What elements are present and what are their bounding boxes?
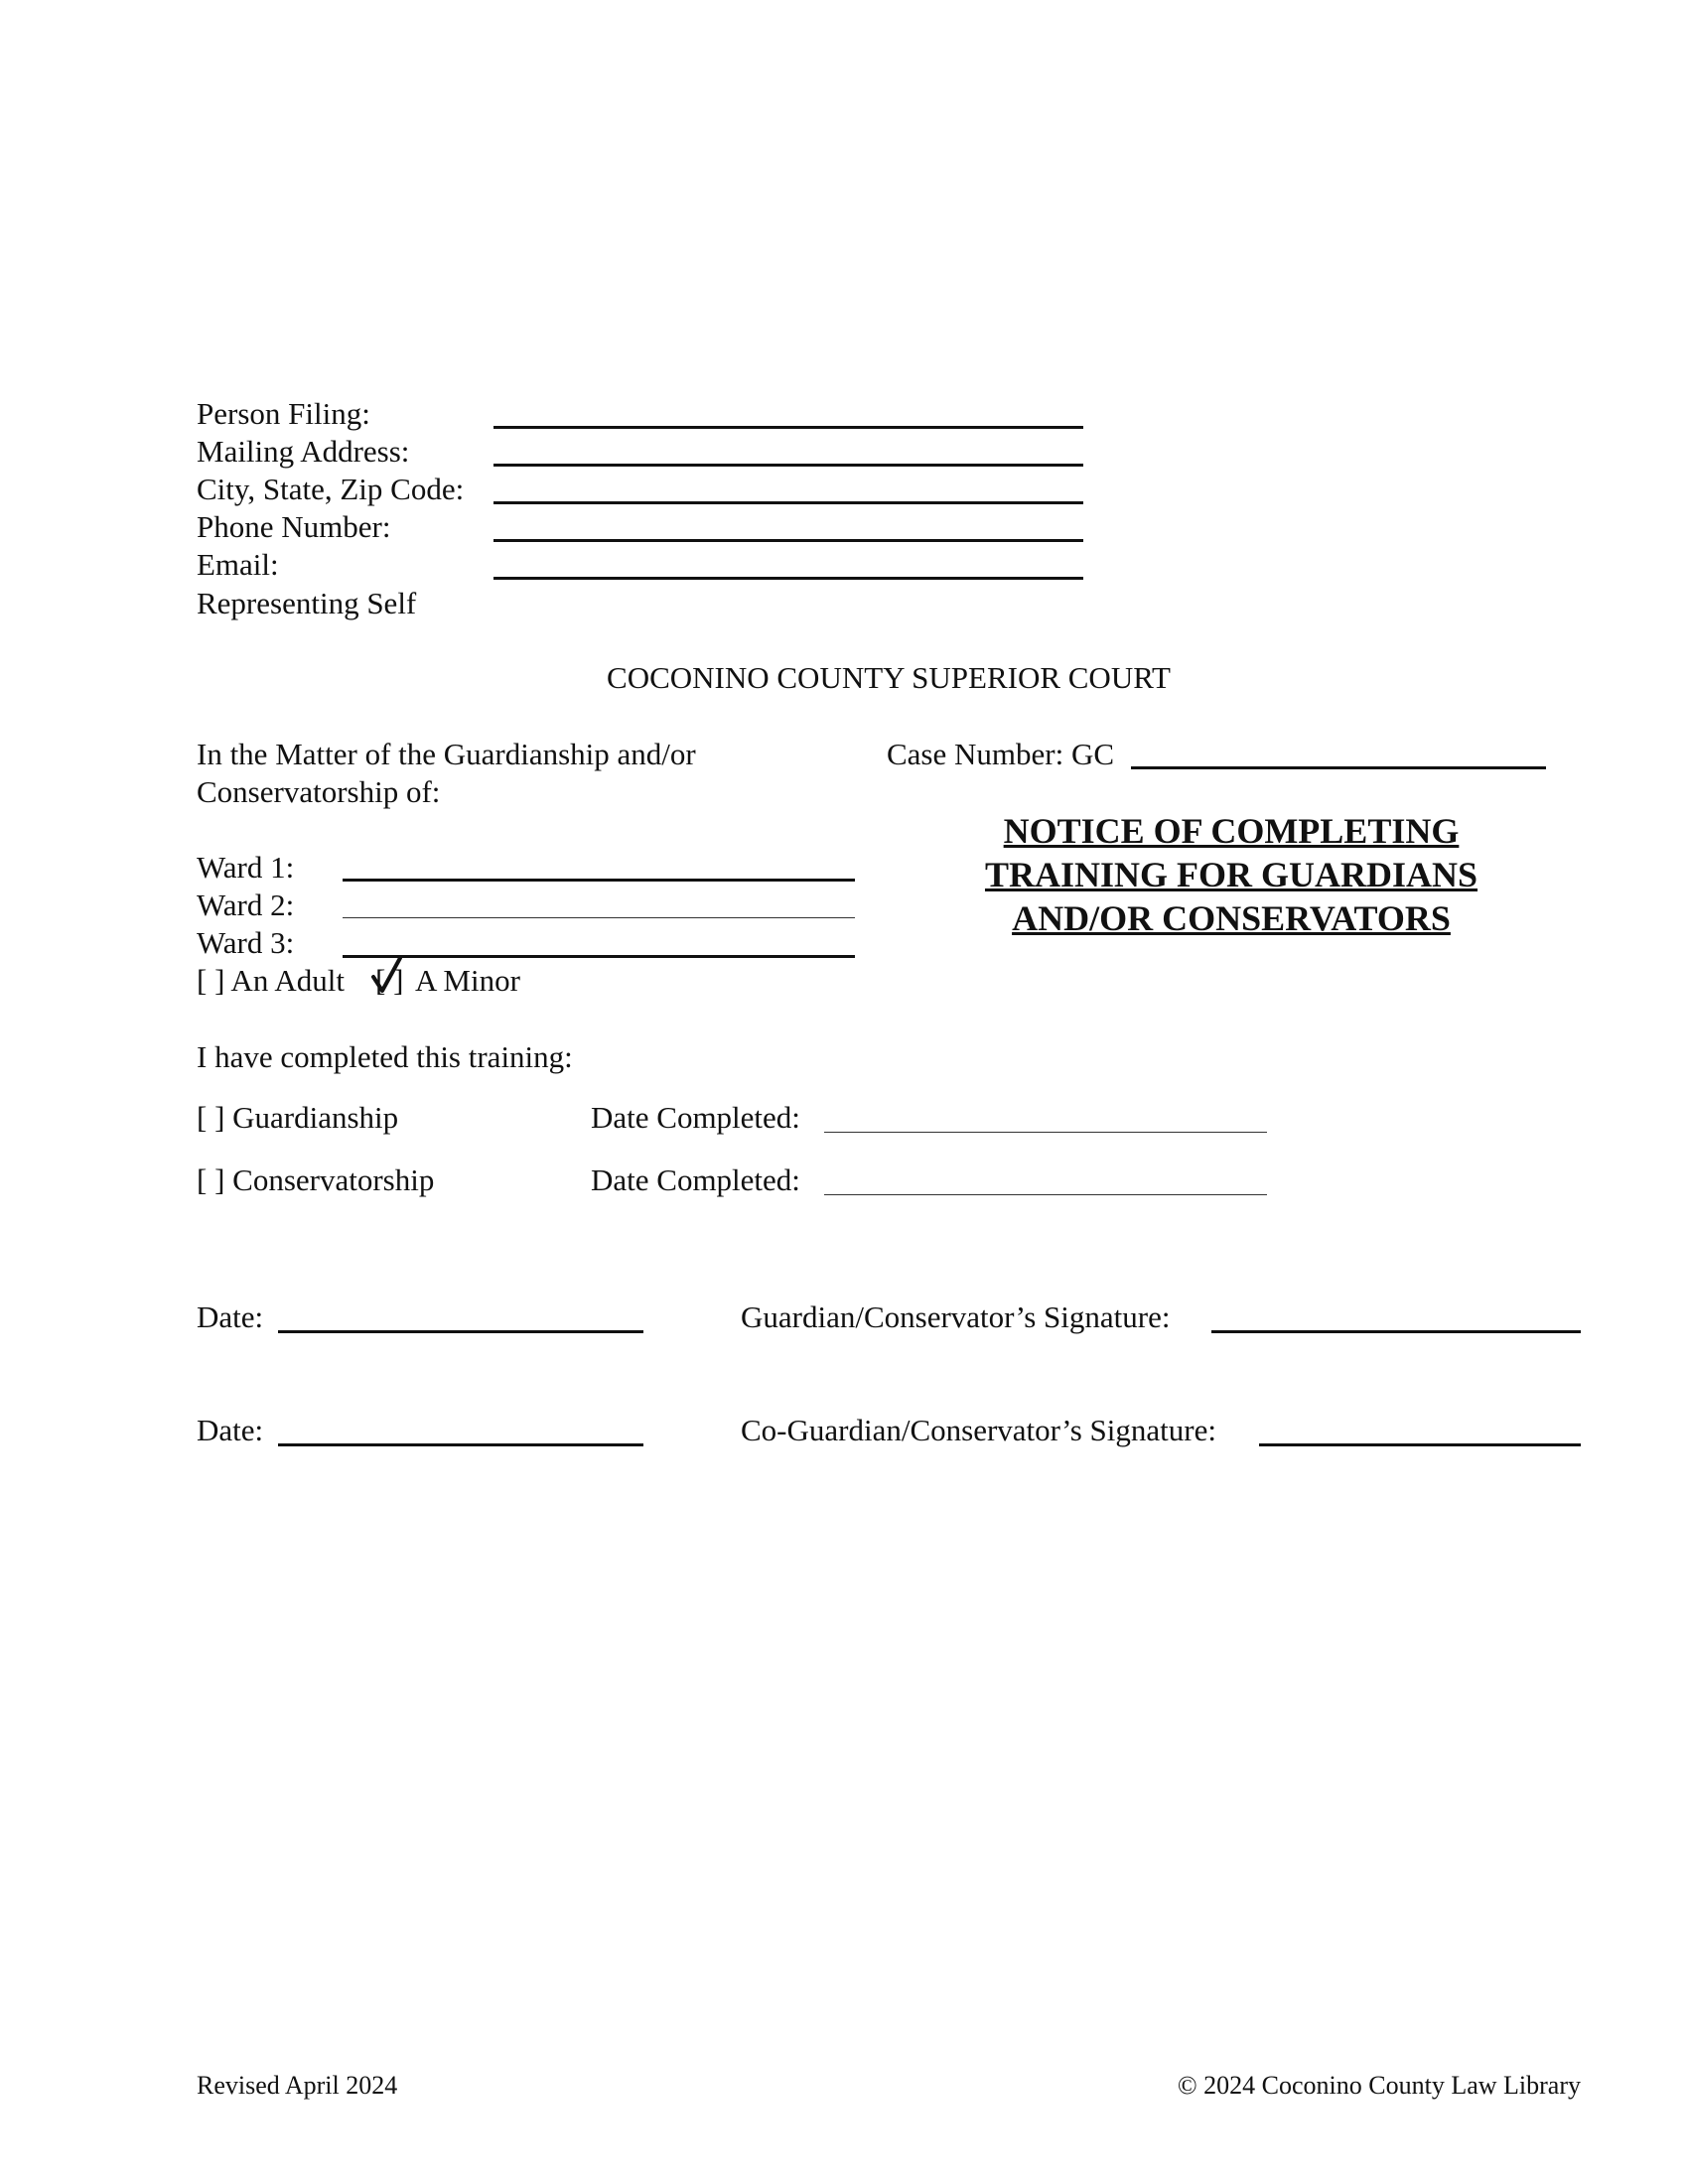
phone-number-label: Phone Number: [197, 509, 391, 544]
guardianship-option[interactable]: [ ] Guardianship [197, 1100, 399, 1135]
case-number-label: Case Number: GC [887, 737, 1115, 771]
person-filing-field[interactable] [493, 426, 1083, 429]
guardianship-date-field[interactable] [824, 1132, 1267, 1133]
mailing-address-field[interactable] [493, 464, 1083, 467]
case-number-field[interactable] [1131, 766, 1546, 769]
co-guardian-signature-label: Co-Guardian/Conservator’s Signature: [741, 1413, 1216, 1447]
representing-self-text: Representing Self [197, 586, 417, 620]
ward-2-field[interactable] [343, 917, 855, 918]
checkmark-icon [370, 955, 404, 998]
conservatorship-date-field[interactable] [824, 1194, 1267, 1195]
mailing-address-label: Mailing Address: [197, 434, 410, 469]
date-label-1: Date: [197, 1299, 264, 1334]
ward-1-field[interactable] [343, 879, 855, 882]
ward-1-label: Ward 1: [197, 850, 295, 885]
ward-2-label: Ward 2: [197, 887, 295, 922]
city-state-zip-field[interactable] [493, 501, 1083, 504]
ward-3-field[interactable] [343, 955, 855, 958]
title-line-3: AND/OR CONSERVATORS [1012, 898, 1451, 938]
adult-option[interactable]: [ ] An Adult [197, 963, 345, 998]
conservatorship-date-label: Date Completed: [591, 1162, 800, 1197]
revised-date: Revised April 2024 [197, 2071, 398, 2100]
conservatorship-option[interactable]: [ ] Conservatorship [197, 1162, 435, 1197]
guardianship-date-label: Date Completed: [591, 1100, 800, 1135]
matter-line-2: Conservatorship of: [197, 774, 441, 809]
minor-option: A Minor [415, 963, 520, 998]
minor-checkbox[interactable]: [ ] [375, 963, 404, 998]
phone-number-field[interactable] [493, 539, 1083, 542]
person-filing-label: Person Filing: [197, 396, 370, 431]
guardian-signature-label: Guardian/Conservator’s Signature: [741, 1299, 1171, 1334]
matter-line-1: In the Matter of the Guardianship and/or [197, 737, 696, 771]
title-line-1: NOTICE OF COMPLETING [1003, 811, 1460, 851]
city-state-zip-label: City, State, Zip Code: [197, 472, 465, 506]
guardian-signature-field[interactable] [1211, 1330, 1581, 1333]
date-field-1[interactable] [278, 1330, 643, 1333]
email-label: Email: [197, 547, 279, 582]
ward-3-label: Ward 3: [197, 925, 295, 960]
copyright-notice: © 2024 Coconino County Law Library [1177, 2071, 1581, 2100]
co-guardian-signature-field[interactable] [1259, 1443, 1581, 1446]
training-intro: I have completed this training: [197, 1039, 573, 1074]
date-label-2: Date: [197, 1413, 264, 1447]
title-line-2: TRAINING FOR GUARDIANS [984, 855, 1478, 894]
date-field-2[interactable] [278, 1443, 643, 1446]
court-name: COCONINO COUNTY SUPERIOR COURT [607, 660, 1171, 695]
email-field[interactable] [493, 577, 1083, 580]
